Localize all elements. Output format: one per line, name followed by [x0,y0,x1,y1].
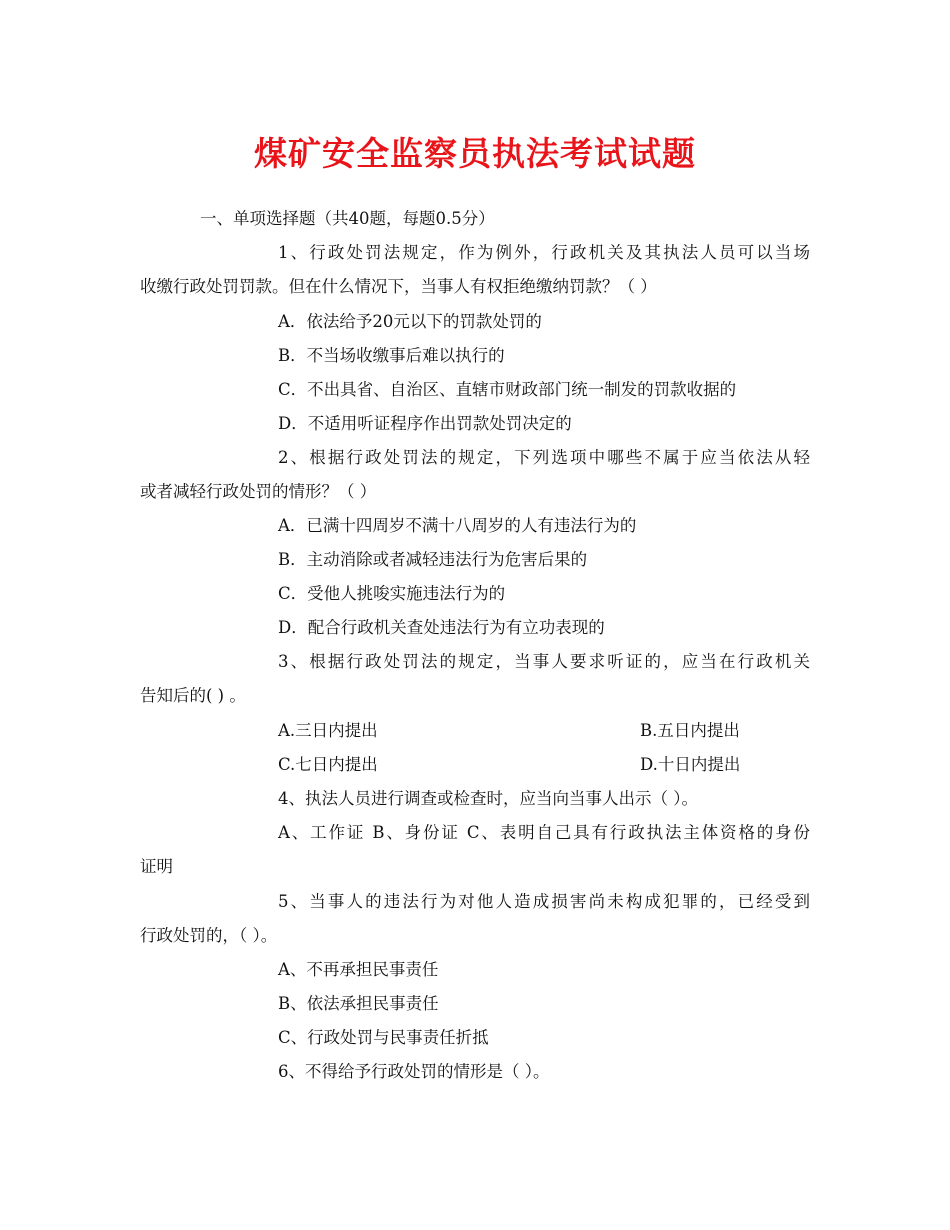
q1-option-c: C．不出具省、自治区、直辖市财政部门统一制发的罚款收据的 [278,380,737,399]
q2-stem-line1: 2、根据行政处罚法的规定，下列选项中哪些不属于应当依法从轻 [278,448,810,467]
q2-option-a: A．已满十四周岁不满十八周岁的人有违法行为的 [278,516,637,535]
q1-option-b: B．不当场收缴事后难以执行的 [278,346,505,365]
q5-stem-line1: 5、当事人的违法行为对他人造成损害尚未构成犯罪的，已经受到 [278,892,810,911]
q1-option-a: A．依法给予20元以下的罚款处罚的 [278,312,542,331]
q2-option-c: C．受他人挑唆实施违法行为的 [278,584,506,603]
q1-option-d: D．不适用听证程序作出罚款处罚决定的 [278,414,572,433]
q6-stem: 6、不得给予行政处罚的情形是（ ）。 [278,1062,550,1081]
q1-stem-line1: 1、行政处罚法规定，作为例外，行政机关及其执法人员可以当场 [278,243,810,262]
q2-stem-line2: 或者减轻行政处罚的情形？（ ） [140,482,377,501]
q5-stem-line2: 行政处罚的，（ ）。 [140,926,278,945]
q5-option-b: B、依法承担民事责任 [278,994,439,1013]
q1-stem-line2: 收缴行政处罚罚款。但在什么情况下，当事人有权拒绝缴纳罚款？（ ） [140,277,657,296]
q4-stem: 4、执法人员进行调查或检查时，应当向当事人出示（ ）。 [278,789,698,808]
q2-option-b: B．主动消除或者减轻违法行为危害后果的 [278,550,588,569]
q4-options-line1: A、工作证 B、身份证 C、表明自己具有行政执法主体资格的身份 [278,823,810,842]
q3-stem-line2: 告知后的( ) 。 [140,686,246,705]
document-title: 煤矿安全监察员执法考试试题 [254,134,696,173]
q3-option-b: B.五日内提出 [640,721,740,740]
q5-option-c: C、行政处罚与民事责任折抵 [278,1028,489,1047]
q3-option-c: C.七日内提出 [278,755,378,774]
q3-stem-line1: 3、根据行政处罚法的规定，当事人要求听证的，应当在行政机关 [278,652,810,671]
q3-option-d: D.十日内提出 [640,755,741,774]
q2-option-d: D．配合行政机关查处违法行为有立功表现的 [278,618,605,637]
section-heading: 一、单项选择题（共40题，每题0.5分） [200,209,495,228]
q4-options-line2: 证明 [140,857,173,876]
q3-option-a: A.三日内提出 [278,721,378,740]
q5-option-a: A、不再承担民事责任 [278,960,439,979]
